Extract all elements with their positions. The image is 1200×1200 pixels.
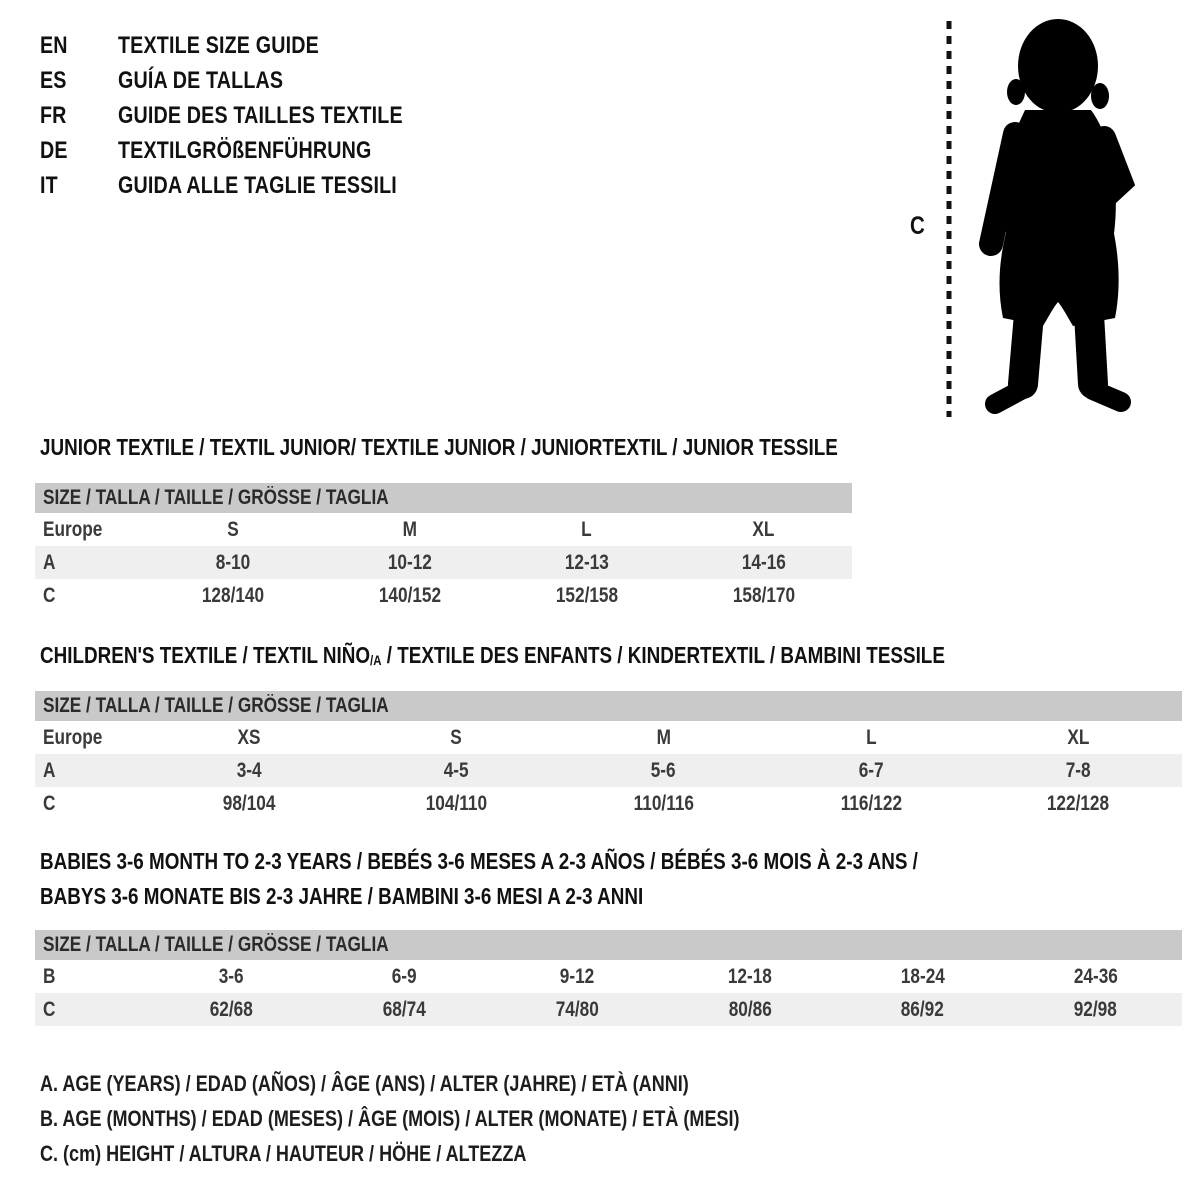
cell: 18-24 (900, 964, 945, 988)
cell: 62/68 (209, 997, 253, 1021)
cell: 140/152 (378, 583, 442, 607)
cell: L (581, 517, 593, 541)
cell: 98/104 (222, 791, 276, 815)
table-row (35, 513, 852, 546)
cell: 14-16 (741, 550, 786, 574)
row-label: A (43, 550, 56, 574)
row-label: C (43, 583, 56, 607)
language-title-list (40, 28, 465, 203)
cell: 68/74 (382, 997, 426, 1021)
lang-label-fr: GUIDE DES TAILLES TEXTILE (118, 101, 403, 129)
cell: 110/116 (633, 791, 694, 815)
cell: XS (237, 725, 261, 749)
cell: 74/80 (555, 997, 599, 1021)
junior-table-header: SIZE / TALLA / TAILLE / GRÖSSE / TAGLIA (35, 483, 852, 513)
babies-section-title-line1: BABIES 3-6 MONTH TO 2-3 YEARS / BEBÉS 3-6 MESES A 2-3 AÑOS / BÉBÉS 3-6 MOIS À 2-3 ANS / (40, 848, 918, 874)
row-label: B (43, 964, 56, 988)
cell: S (227, 517, 240, 541)
cell: 152/158 (555, 583, 618, 607)
lang-row-fr (40, 98, 465, 133)
children-table-header: SIZE / TALLA / TAILLE / GRÖSSE / TAGLIA (35, 691, 1182, 721)
legend-line-a: A. AGE (YEARS) / EDAD (AÑOS) / ÂGE (ANS) / ALTER (JAHRE) / ETÀ (ANNI) (40, 1070, 689, 1096)
lang-code-fr: FR (40, 101, 67, 129)
row-label: Europe (43, 725, 103, 749)
table-row (35, 754, 1182, 787)
cell: 104/110 (425, 791, 487, 815)
cell: 158/170 (732, 583, 795, 607)
table-row (35, 579, 852, 612)
children-title-suffix: / TEXTILE DES ENFANTS / KINDERTEXTIL / BAMBINI TESSILE (381, 642, 945, 668)
lang-label-es: GUÍA DE TALLAS (118, 66, 284, 94)
cell: M (656, 725, 671, 749)
cell: 122/128 (1047, 791, 1110, 815)
cell: 6-7 (858, 758, 884, 782)
babies-table-header: SIZE / TALLA / TAILLE / GRÖSSE / TAGLIA (35, 930, 1182, 960)
cell: 5-6 (651, 758, 676, 782)
babies-size-table (35, 930, 1182, 1026)
cell: 92/98 (1073, 997, 1118, 1021)
height-marker-label: C (910, 212, 925, 240)
cell: 86/92 (901, 997, 945, 1021)
cell: XL (752, 517, 775, 541)
row-label: C (43, 997, 56, 1021)
toddler-silhouette-icon (965, 14, 1140, 419)
table-row (35, 546, 852, 579)
height-dashed-line (944, 18, 954, 420)
junior-size-table (35, 483, 852, 612)
cell: 116/122 (840, 791, 902, 815)
table-row (35, 721, 1182, 754)
row-label: A (43, 758, 56, 782)
children-section-title (40, 642, 1144, 669)
lang-row-it (40, 168, 465, 203)
children-title-subscript: /A (370, 652, 382, 668)
cell: S (450, 725, 462, 749)
cell: 6-9 (391, 964, 417, 988)
cell: 10-12 (388, 550, 433, 574)
lang-label-de: TEXTILGRÖßENFÜHRUNG (118, 136, 372, 164)
cell: XL (1067, 725, 1090, 749)
cell: M (402, 517, 418, 541)
lang-label-it: GUIDA ALLE TAGLIE TESSILI (118, 171, 397, 199)
children-size-table (35, 691, 1182, 820)
cell: 7-8 (1065, 758, 1091, 782)
cell: 80/86 (728, 997, 772, 1021)
cell: 3-4 (236, 758, 262, 782)
row-label: Europe (43, 517, 103, 541)
lang-code-en: EN (40, 31, 68, 59)
lang-code-es: ES (40, 66, 67, 94)
cell: 24-36 (1073, 964, 1118, 988)
table-row (35, 960, 1182, 993)
lang-code-it: IT (40, 171, 58, 199)
table-row (35, 787, 1182, 820)
children-title-prefix: CHILDREN'S TEXTILE / TEXTIL NIÑO (40, 642, 371, 668)
row-label: C (43, 791, 56, 815)
legend-line-c: C. (cm) HEIGHT / ALTURA / HAUTEUR / HÖHE / ALTEZZA (40, 1140, 527, 1166)
cell: 4-5 (443, 758, 469, 782)
table-row (35, 993, 1182, 1026)
lang-row-es (40, 63, 465, 98)
cell: 8-10 (216, 550, 251, 574)
cell: 12-18 (727, 964, 772, 988)
babies-section-title-line2: BABYS 3-6 MONATE BIS 2-3 JAHRE / BAMBINI 3-6 MESI A 2-3 ANNI (40, 883, 644, 909)
junior-section-title: JUNIOR TEXTILE / TEXTIL JUNIOR/ TEXTILE JUNIOR / JUNIORTEXTIL / JUNIOR TESSILE (40, 434, 838, 460)
cell: 3-6 (218, 964, 244, 988)
lang-row-en (40, 28, 465, 63)
lang-label-en: TEXTILE SIZE GUIDE (118, 31, 319, 59)
cell: 128/140 (202, 583, 265, 607)
measurement-legend (40, 1066, 893, 1171)
lang-code-de: DE (40, 136, 68, 164)
cell: 12-13 (564, 550, 609, 574)
cell: 9-12 (559, 964, 595, 988)
legend-line-b: B. AGE (MONTHS) / EDAD (MESES) / ÂGE (MOIS) / ALTER (MONATE) / ETÀ (MESI) (40, 1105, 740, 1131)
cell: L (865, 725, 877, 749)
lang-row-de (40, 133, 465, 168)
